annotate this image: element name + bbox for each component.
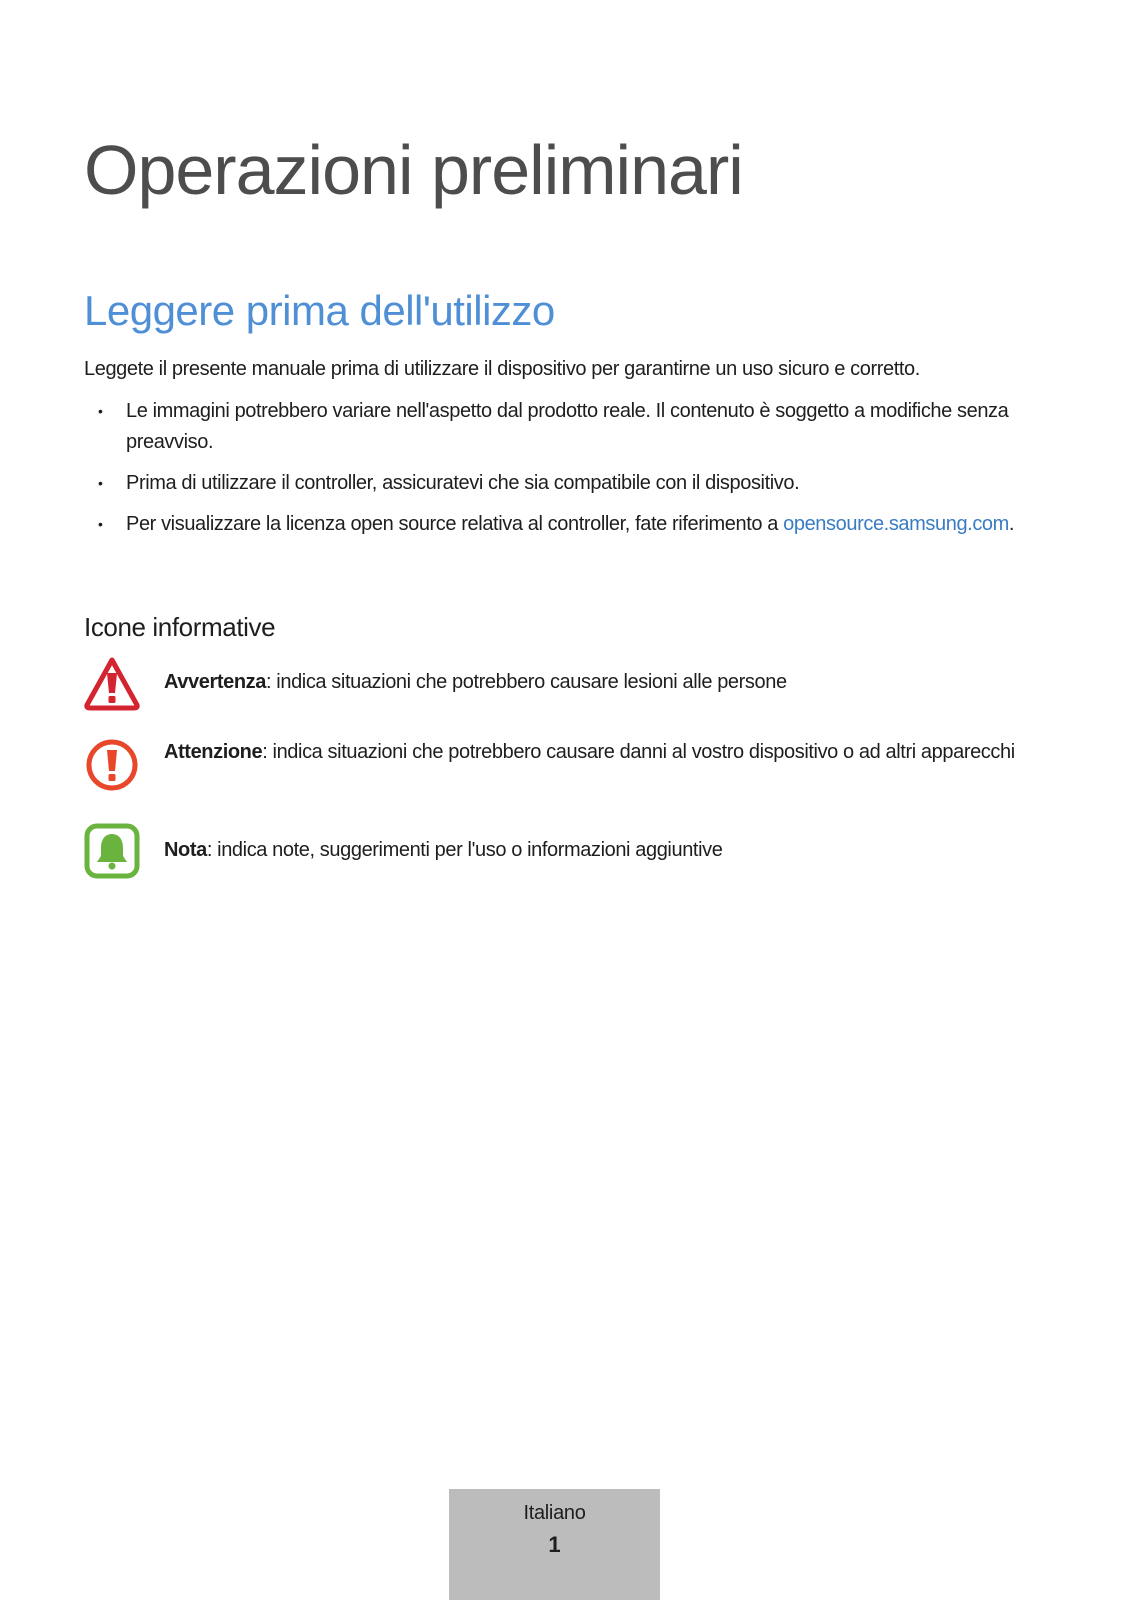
bullet-item [84, 468, 1024, 499]
bullet-item [84, 509, 1024, 540]
footer-page-box [449, 1489, 660, 1600]
bullet-suffix: . [1008, 513, 1015, 535]
info-description: : indica situazioni che potrebbero causare danni al vostro dispositivo o ad altri apparecchi [262, 741, 1015, 763]
info-text [164, 737, 1044, 768]
bullet-text: Prima di utilizzare il controller, assicuratevi che sia compatibile con il dispositivo. [126, 472, 800, 494]
section-title: Leggere prima dell'utilizzo [84, 287, 555, 334]
info-text [164, 835, 1044, 866]
warning-triangle-icon [84, 656, 140, 712]
caution-circle-icon [84, 737, 140, 793]
bullet-symbol: • [98, 516, 103, 532]
info-description: : indica note, suggerimenti per l'uso o informazioni aggiuntive [206, 839, 723, 861]
bullet-item [84, 396, 1024, 458]
info-term: Avvertenza [164, 671, 266, 693]
info-term: Attenzione [164, 741, 263, 763]
bullet-list [84, 396, 1024, 550]
bullet-symbol: • [98, 403, 103, 419]
page-number: 1 [548, 1532, 561, 1557]
footer-language: Italiano [523, 1502, 586, 1524]
bullet-text: Le immagini potrebbero variare nell'aspetto dal prodotto reale. Il contenuto è soggetto a modifiche senza preavviso. [126, 400, 1009, 453]
bullet-text: Per visualizzare la licenza open source relativa al controller, fate riferimento a [126, 513, 784, 535]
info-description: : indica situazioni che potrebbero causare lesioni alle persone [265, 671, 787, 693]
note-bell-icon [84, 823, 140, 879]
info-term: Nota [164, 839, 207, 861]
intro-paragraph: Leggete il presente manuale prima di utilizzare il dispositivo per garantirne un uso sicuro e corretto. [84, 358, 920, 380]
bullet-symbol: • [98, 475, 103, 491]
icons-subtitle: Icone informative [84, 612, 276, 642]
opensource-link[interactable]: opensource.samsung.com [783, 513, 1009, 535]
page-title: Operazioni preliminari [84, 131, 743, 209]
info-text [164, 667, 1044, 698]
